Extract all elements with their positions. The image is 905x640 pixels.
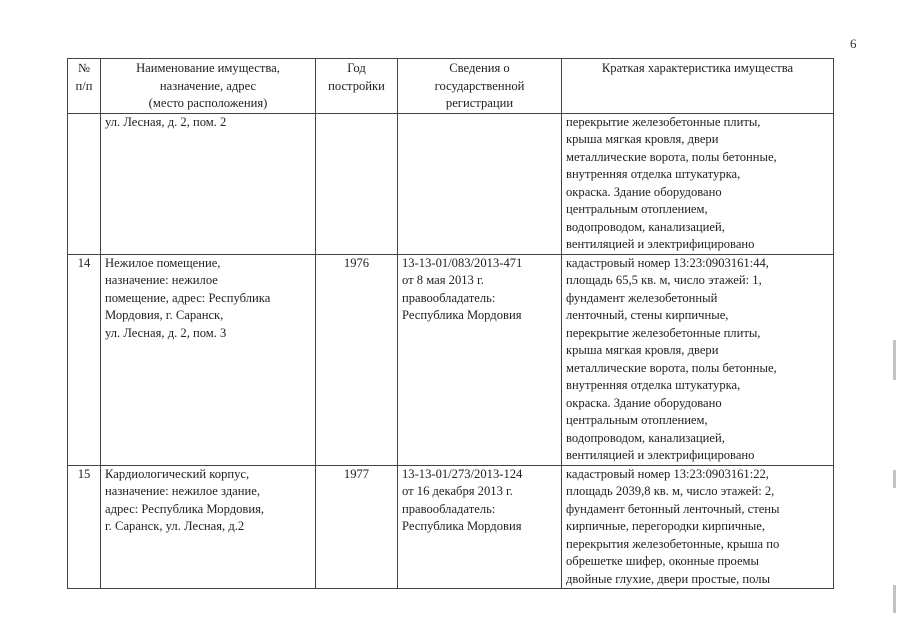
row-number: 14	[68, 254, 101, 465]
row-year	[316, 113, 398, 254]
row-description: кадастровый номер 13:23:0903161:44, площадь 65,5 кв. м, число этажей: 1, фундамент железобетонный ленточный, стены кирпичные, перекрытие железобетонные плиты, крыша мягкая кровля, двери металлические ворота, полы бетонные, внутренняя отделка штукатурка, окраска. Здание оборудовано центральным отоплением, водопроводом, канализацией, вентиляцией и электрифицировано	[562, 254, 834, 465]
row-name: Кардиологический корпус, назначение: нежилое здание, адрес: Республика Мордовия, г. Саранск, ул. Лесная, д.2	[101, 465, 316, 589]
table-row	[68, 113, 834, 254]
scan-artifact	[893, 340, 896, 380]
page-number: 6	[850, 36, 857, 51]
header-description: Краткая характеристика имущества	[562, 59, 834, 114]
property-registry-table	[67, 58, 834, 589]
table-row	[68, 254, 834, 465]
row-year: 1976	[316, 254, 398, 465]
row-name: ул. Лесная, д. 2, пом. 2	[101, 113, 316, 254]
header-registration: Сведения о государственной регистрации	[398, 59, 562, 114]
row-number	[68, 113, 101, 254]
header-name: Наименование имущества, назначение, адрес (место расположения)	[101, 59, 316, 114]
header-year: Год постройки	[316, 59, 398, 114]
row-number: 15	[68, 465, 101, 589]
scan-artifact	[893, 585, 896, 613]
row-registration: 13-13-01/273/2013-124 от 16 декабря 2013 г. правообладатель: Республика Мордовия	[398, 465, 562, 589]
row-year: 1977	[316, 465, 398, 589]
row-description: кадастровый номер 13:23:0903161:22, площадь 2039,8 кв. м, число этажей: 2, фундамент бетонный ленточный, стены кирпичные, перегородки кирпичные, перекрытия железобетонные, крыша по обрешетке шифер, оконные проемы двойные глухие, двери простые, полы	[562, 465, 834, 589]
table-header-row	[68, 59, 834, 114]
row-registration: 13-13-01/083/2013-471 от 8 мая 2013 г. правообладатель: Республика Мордовия	[398, 254, 562, 465]
row-registration	[398, 113, 562, 254]
header-number: № п/п	[68, 59, 101, 114]
row-name: Нежилое помещение, назначение: нежилое помещение, адрес: Республика Мордовия, г. Саранск, ул. Лесная, д. 2, пом. 3	[101, 254, 316, 465]
scan-artifact	[893, 470, 896, 488]
table-row	[68, 465, 834, 589]
row-description: перекрытие железобетонные плиты, крыша мягкая кровля, двери металлические ворота, полы бетонные, внутренняя отделка штукатурка, окраска. Здание оборудовано центральным отоплением, водопроводом, канализацией, вентиляцией и электрифицировано	[562, 113, 834, 254]
